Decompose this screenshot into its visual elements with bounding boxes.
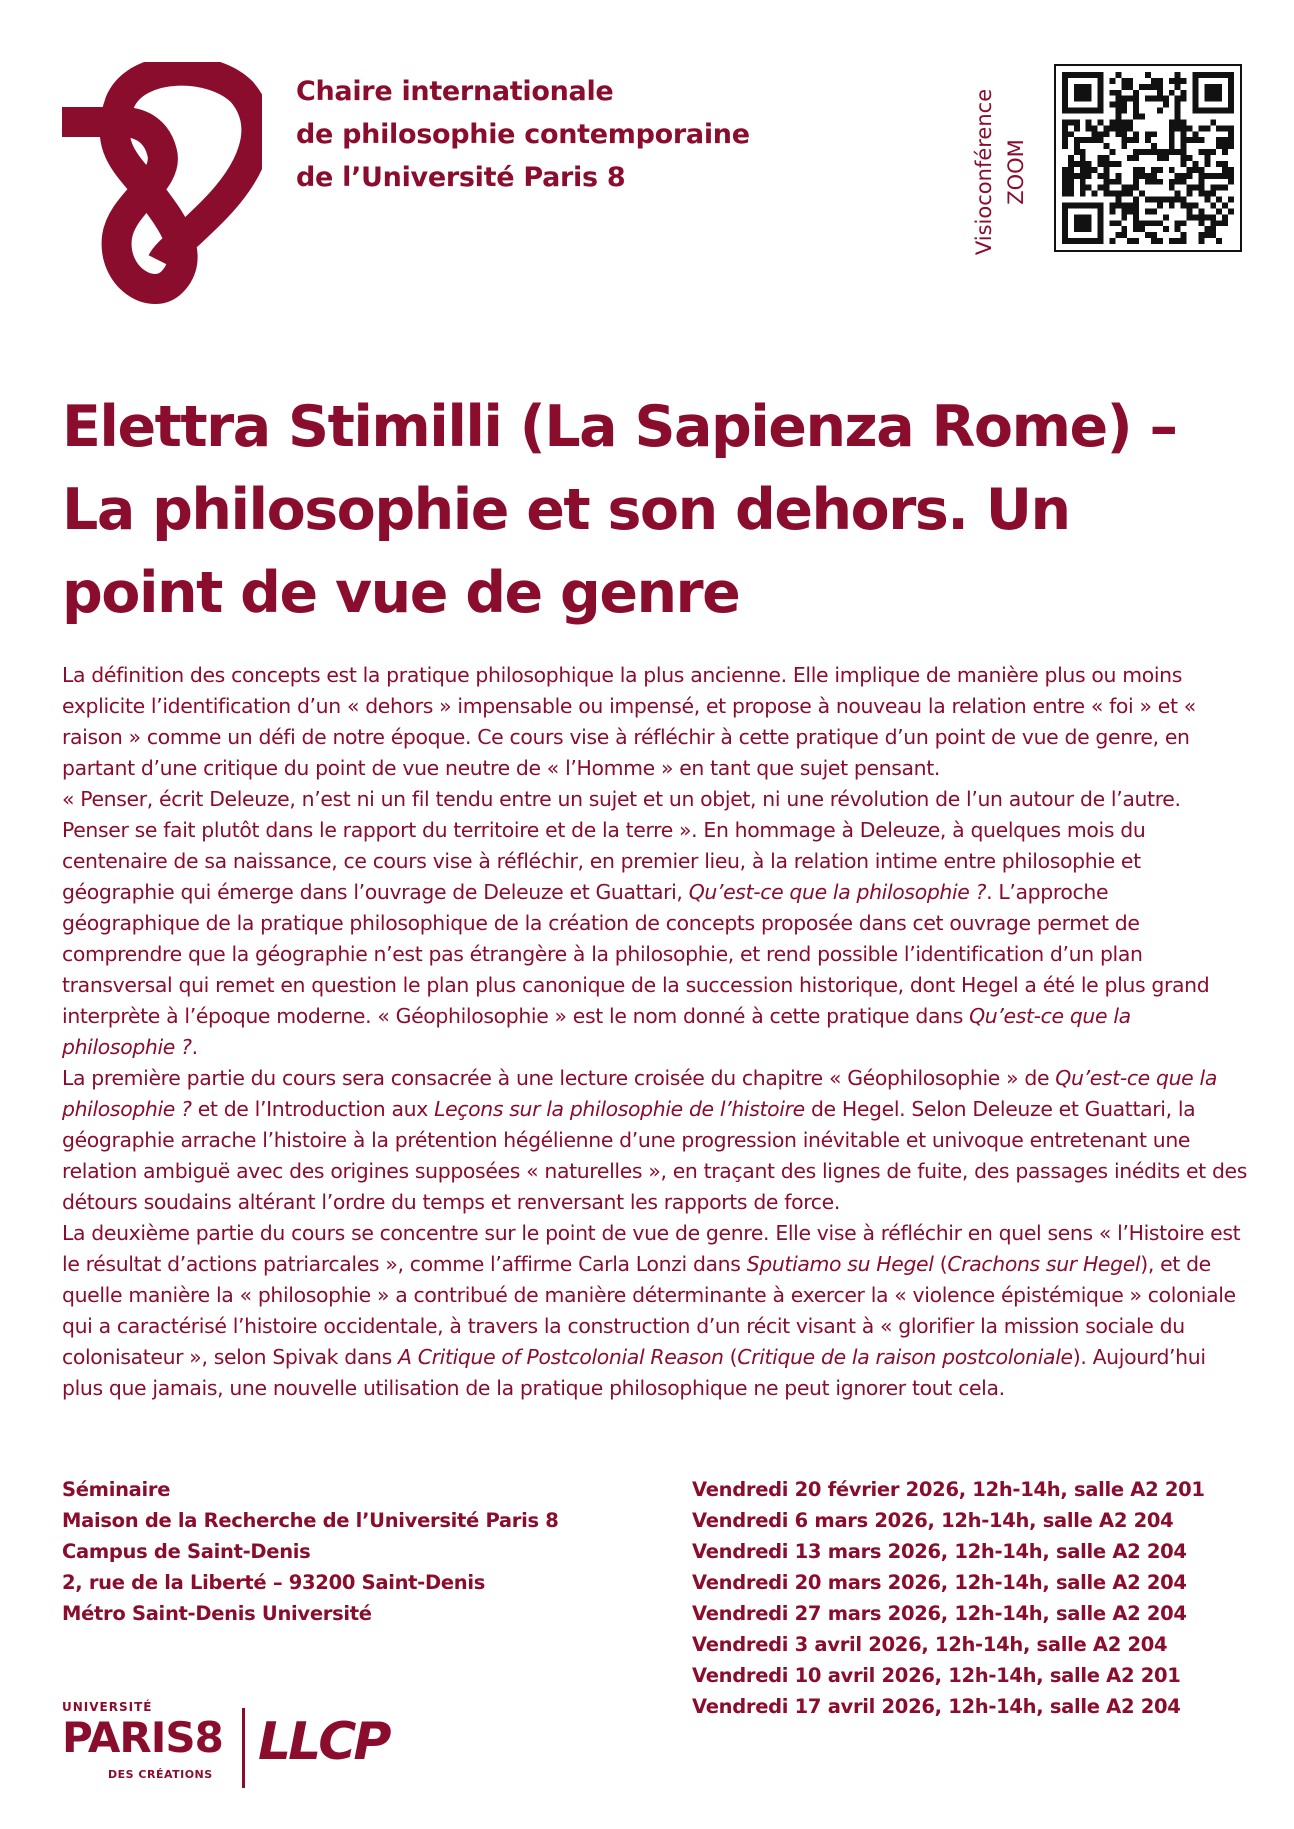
p4-text-b: ( (933, 1252, 948, 1276)
universite-label: UNIVERSITÉ (62, 1700, 153, 1714)
p4-book-title-4: Critique de la raison postcoloniale (737, 1345, 1073, 1369)
p3-book-title-2: Leçons sur la philosophie de l’histoire (434, 1097, 805, 1121)
paragraph-2 (62, 784, 1247, 1063)
visioconference-label (968, 72, 1038, 272)
chaire-8-logo (62, 62, 262, 312)
paragraph-1: La définition des concepts est la pratique philosophique la plus ancienne. Elle implique de manière plus ou moins explicite l’identification d’un « dehors » impensable ou impensé, et propose à nouveau la relation entre « foi » et « raison » comme un défi de notre époque. Ce cours vise à réfléchir à cette pratique d’un point de vue de genre, en partant d’une critique du point de vue neutre de « l’Homme » en tant que sujet pensant. (62, 663, 1196, 780)
page-title: Elettra Stimilli (La Sapienza Rome) – La philosophie et son dehors. Un point de vue de genre (62, 394, 1177, 626)
chaire-heading (296, 70, 750, 199)
session-date: Vendredi 17 avril 2026, 12h-14h, salle A2 204 (692, 1695, 1181, 1718)
llcp-logo: LLCP (258, 1712, 389, 1772)
chaire-line-1: Chaire internationale (296, 76, 614, 107)
p3-text-c: de Hegel. Selon Deleuze et Guattari, la géographie arrache l’histoire à la prétention hégélienne d’une progression inévitable et univoque entretenant une relation ambiguë avec des origines supposées « naturelles », en traçant des lignes de fuite, des passages inédits et des détours soudains altérant l’ordre du temps et renversant les rapports de force. (62, 1097, 1248, 1214)
venue-line: 2, rue de la Liberté – 93200 Saint-Denis (62, 1571, 486, 1594)
p2-book-title-1: Qu’est-ce que la philosophie ? (688, 880, 987, 904)
venue-line: Campus de Saint-Denis (62, 1540, 311, 1563)
p2-text-a: « Penser, écrit Deleuze, n’est ni un fil tendu entre un sujet et un objet, ni une révolution de l’un autour de l’autre. Penser se fait plutôt dans le rapport du territoire et de la terre ». En hommage à Deleuze, à quelques mois du centenaire de sa naissance, ce cours vise à réfléchir, en premier lieu, à la relation intime entre philosophie et géographie qui émerge dans l’ouvrage de Deleuze et Guattari, (62, 787, 1181, 904)
session-date: Vendredi 6 mars 2026, 12h-14h, salle A2 204 (692, 1509, 1174, 1532)
des-creations-label: DES CRÉATIONS (108, 1768, 213, 1781)
p4-book-title-3: A Critique of Postcolonial Reason (398, 1345, 724, 1369)
zoom-qr-code[interactable] (1054, 64, 1242, 252)
p3-text-a: La première partie du cours sera consacrée à une lecture croisée du chapitre « Géophilosophie » de (62, 1066, 1056, 1090)
session-date: Vendredi 10 avril 2026, 12h-14h, salle A2 201 (692, 1664, 1181, 1687)
session-date: Vendredi 20 mars 2026, 12h-14h, salle A2 204 (692, 1571, 1187, 1594)
p4-text-c: ), et de quelle manière la « philosophie » a contribué de manière déterminante à exercer la « violence épistémique » coloniale qui a caractérisé l’histoire occidentale, à travers la construction d’un récit visant à « glorifier la mission sociale du colonisateur », selon Spivak dans (62, 1252, 1236, 1369)
abstract (62, 660, 1247, 1404)
p4-book-title-2: Crachons sur Hegel (947, 1252, 1141, 1276)
paragraph-4 (62, 1218, 1247, 1404)
p3-text-b: et de l’Introduction aux (191, 1097, 435, 1121)
p3-book-title-1: Qu’est-ce que la philosophie ? (62, 1066, 1217, 1121)
paragraph-3 (62, 1063, 1247, 1218)
session-dates (692, 1474, 1205, 1722)
p4-text-a: La deuxième partie du cours se concentre sur le point de vue de genre. Elle vise à réfléchir en quel sens « l’Histoire est le résultat d’actions patriarcales », comme l’affirme Carla Lonzi dans (62, 1221, 1241, 1276)
session-date: Vendredi 3 avril 2026, 12h-14h, salle A2 204 (692, 1633, 1168, 1656)
venue-info (62, 1474, 559, 1629)
visio-line-1: Visioconférence (972, 88, 996, 256)
venue-line: Métro Saint-Denis Université (62, 1602, 372, 1625)
chaire-line-2: de philosophie contemporaine (296, 119, 750, 150)
visio-line-2: ZOOM (1004, 139, 1028, 205)
logo-divider (242, 1708, 245, 1788)
session-date: Vendredi 13 mars 2026, 12h-14h, salle A2 204 (692, 1540, 1187, 1563)
p2-text-c: . (191, 1035, 198, 1059)
p2-text-b: . L’approche géographique de la pratique philosophique de la création de concepts proposée dans cet ouvrage permet de comprendre que la géographie n’est pas étrangère à la philosophie, et rend possible l’identification d’un plan transversal qui remet en question le plan plus canonique de la succession historique, dont Hegel a été le plus grand interprète à l’époque moderne. « Géophilosophie » est le nom donné à cette pratique dans (62, 880, 1210, 1028)
p4-text-e: ). Aujourd’hui plus que jamais, une nouvelle utilisation de la pratique philosophique ne peut ignorer tout cela. (62, 1345, 1206, 1400)
p4-book-title-1: Sputiamo su Hegel (746, 1252, 934, 1276)
chaire-line-3: de l’Université Paris 8 (296, 162, 626, 193)
venue-line: Maison de la Recherche de l’Université Paris 8 (62, 1509, 559, 1532)
venue-line: Séminaire (62, 1478, 171, 1501)
p4-text-d: ( (723, 1345, 738, 1369)
qr-code-icon (1062, 72, 1234, 244)
p2-book-title-2: Qu’est-ce que la philosophie ? (62, 1004, 1131, 1059)
university-logos (62, 1700, 402, 1800)
session-date: Vendredi 20 février 2026, 12h-14h, salle A2 201 (692, 1478, 1205, 1501)
paris8-wordmark: PARIS8 (62, 1713, 223, 1762)
session-date: Vendredi 27 mars 2026, 12h-14h, salle A2 204 (692, 1602, 1187, 1625)
